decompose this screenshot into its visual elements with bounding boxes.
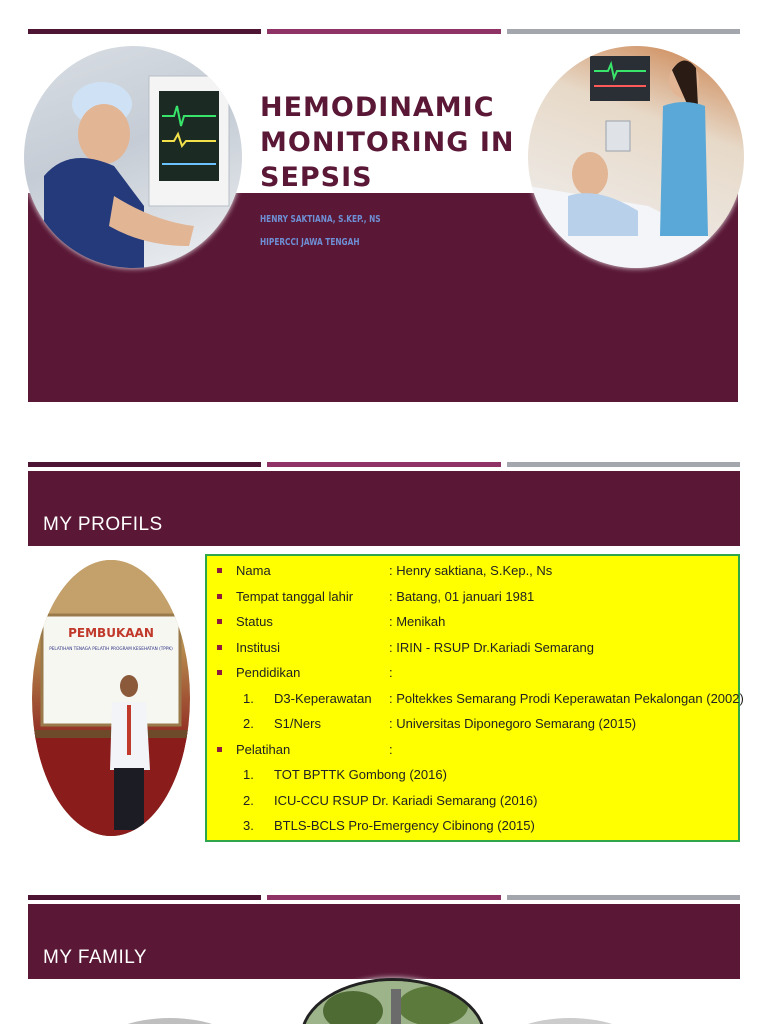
profile-row-birth <box>213 586 732 612</box>
accent-bars <box>28 462 740 467</box>
education-item <box>213 688 744 714</box>
item-label: TOT BPTTK Gombong (2016) <box>274 767 447 782</box>
row-label: Nama <box>236 563 271 578</box>
accent-bars <box>28 895 740 900</box>
family-header <box>28 904 740 979</box>
item-number: 2. <box>243 792 254 808</box>
profile-row-nama <box>213 560 732 586</box>
item-number: 1. <box>243 767 254 782</box>
author-block <box>260 208 381 254</box>
training-item <box>213 790 732 816</box>
profile-header <box>28 471 740 546</box>
education-item <box>213 713 732 739</box>
item-number: 3. <box>243 818 254 833</box>
doctor-photo <box>24 46 242 268</box>
profile-infobox <box>205 554 744 842</box>
row-value: : Batang, 01 januari 1981 <box>389 588 535 604</box>
item-label: ICU-CCU RSUP Dr. Kariadi Semarang (2016) <box>274 792 538 808</box>
training-item <box>213 815 732 841</box>
profile-row-pelatihan <box>213 739 732 765</box>
item-number: 1. <box>243 690 254 706</box>
row-label: Institusi <box>236 639 281 655</box>
item-label: D3-Keperawatan <box>274 690 372 706</box>
row-value: : Menikah <box>389 614 446 629</box>
item-label: BTLS-BCLS Pro-Emergency Cibinong (2015) <box>274 818 535 833</box>
training-item <box>213 764 732 790</box>
profile-row-pendidikan <box>213 662 732 688</box>
banner-subtitle: PELATIHAN TENAGA PELATIH PROGRAM KESEHATAN (TPPK) <box>49 646 173 651</box>
family-photo <box>500 1018 640 1024</box>
accent-bars <box>28 29 740 34</box>
author-organization: HIPERCCI JAWA TENGAH <box>260 237 360 248</box>
row-label: Status <box>236 614 273 629</box>
row-value: : <box>389 665 393 680</box>
row-label: Pendidikan <box>236 665 301 680</box>
profile-row-institusi <box>213 637 732 663</box>
family-photo <box>100 1018 240 1024</box>
row-value: : <box>389 741 393 757</box>
banner-title: PEMBUKAAN <box>68 626 154 640</box>
profile-row-status <box>213 611 732 637</box>
family-heading: MY FAMILY <box>43 947 148 968</box>
item-number: 2. <box>243 716 254 731</box>
row-label: Tempat tanggal lahir <box>236 588 354 604</box>
icu-patient-photo <box>528 46 744 268</box>
presentation-title: HEMODINAMIC MONITORING IN SEPSIS <box>260 92 515 193</box>
family-photo <box>300 978 486 1024</box>
row-value: : Henry saktiana, S.Kep., Ns <box>389 563 553 578</box>
item-value: : Universitas Diponegoro Semarang (2015) <box>389 716 637 731</box>
profile-heading: MY PROFILS <box>43 514 163 535</box>
row-label: Pelatihan <box>236 741 291 757</box>
profile-photo <box>32 560 190 836</box>
item-value: : Poltekkes Semarang Prodi Keperawatan Pekalongan (2002) <box>389 690 744 706</box>
item-label: S1/Ners <box>274 716 321 731</box>
author-name: HENRY SAKTIANA, S.KEP., NS <box>260 214 381 225</box>
row-value: : IRIN - RSUP Dr.Kariadi Semarang <box>389 639 594 655</box>
